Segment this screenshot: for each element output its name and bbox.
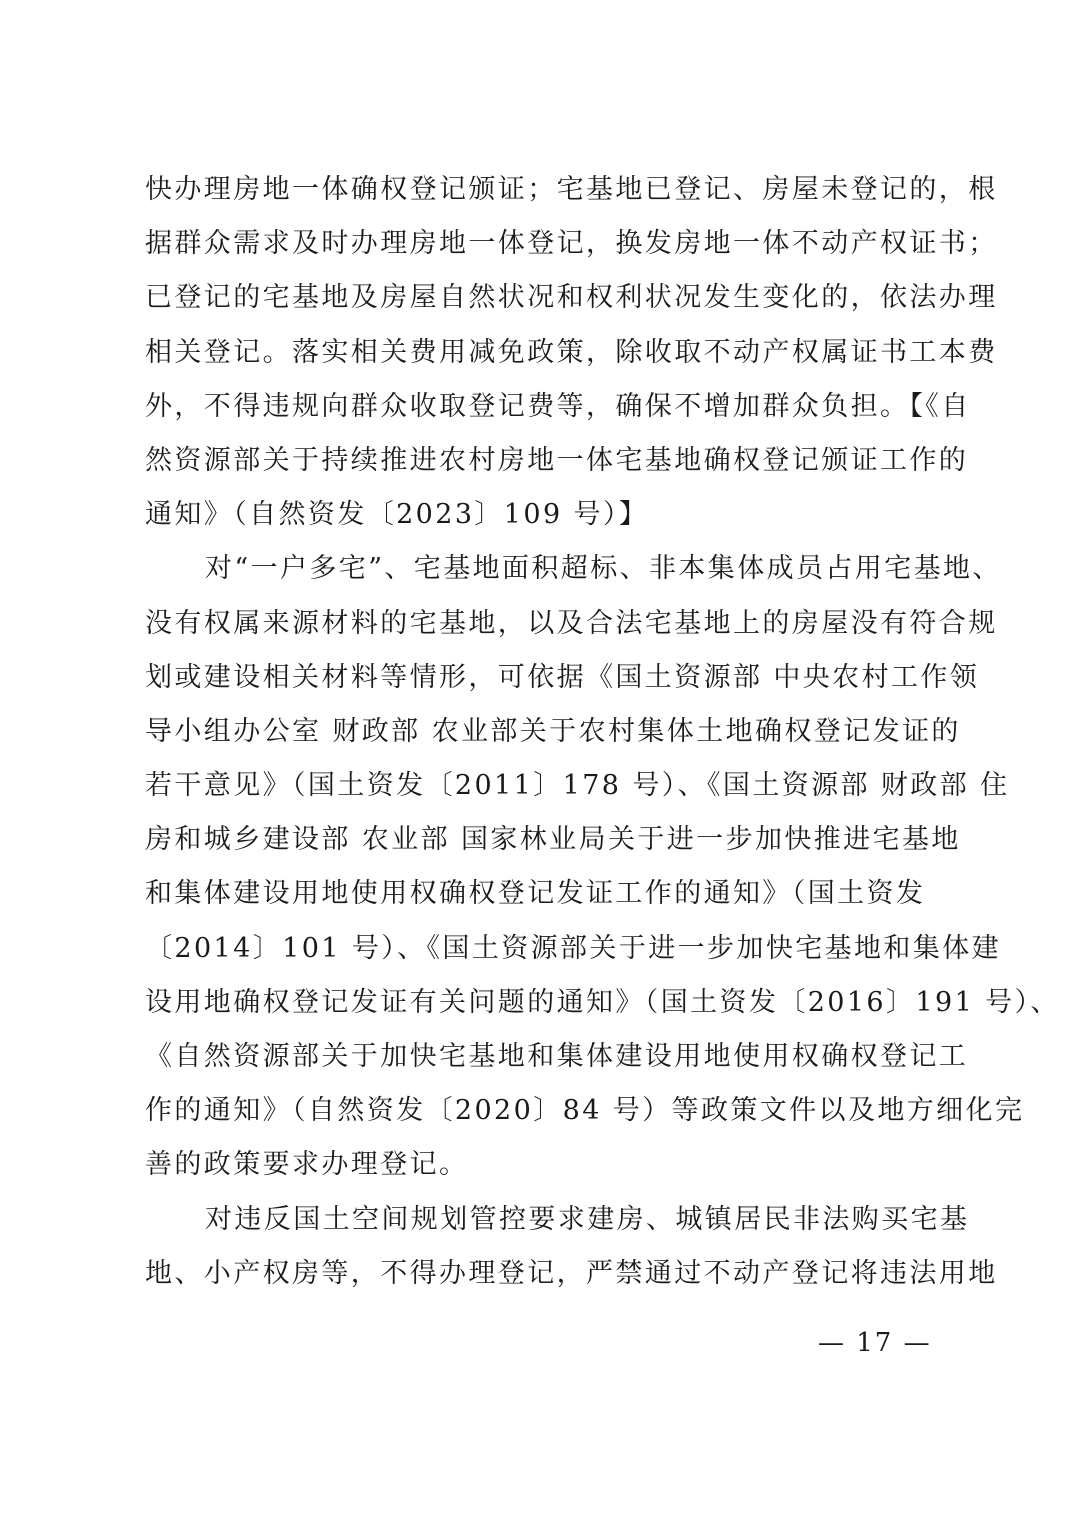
text-line: 导小组办公室 财政部 农业部关于农村集体土地确权登记发证的 [145, 715, 961, 747]
text-line: 相关登记。落实相关费用减免政策，除收取不动产权属证书工本费 [145, 336, 998, 368]
text-line: 对“一户多宅”、宅基地面积超标、非本集体成员占用宅基地、 [205, 553, 1002, 585]
text-line: 和集体建设用地使用权确权登记发证工作的通知》（国土资发 [145, 878, 926, 910]
text-line: 〔2014〕101 号）、《国土资源部关于进一步加快宅基地和集体建 [145, 932, 1002, 964]
text-line: 对违反国土空间规划管控要求建房、城镇居民非法购买宅基 [205, 1203, 970, 1235]
text-line: 通知》（自然资发〔2023〕109 号）】 [145, 499, 649, 531]
text-line: 然资源部关于持续推进农村房地一体宅基地确权登记颁证工作的 [145, 444, 969, 476]
text-line: 若干意见》（国土资发〔2011〕178 号）、《国土资源部 财政部 住 [145, 770, 1010, 802]
text-line: 据群众需求及时办理房地一体登记，换发房地一体不动产权证书； [145, 228, 998, 260]
body-text [145, 163, 1060, 1301]
text-line: 快办理房地一体确权登记颁证；宅基地已登记、房屋未登记的，根 [145, 174, 998, 205]
text-line: 《自然资源部关于加快宅基地和集体建设用地使用权确权登记工 [145, 1041, 969, 1072]
text-line: 没有权属来源材料的宅基地，以及合法宅基地上的房屋没有符合规 [145, 607, 998, 639]
page-number: — 17 — [818, 1328, 932, 1358]
text-line: 已登记的宅基地及房屋自然状况和权利状况发生变化的，依法办理 [145, 282, 998, 314]
text-line: 善的政策要求办理登记。 [145, 1149, 469, 1181]
text-line: 地、小产权房等，不得办理登记，严禁通过不动产登记将违法用地 [145, 1257, 998, 1289]
text-line: 划或建设相关材料等情形，可依据《国土资源部 中央农村工作领 [145, 661, 980, 693]
text-line: 外，不得违规向群众收取登记费等，确保不增加群众负担。【《自 [145, 390, 971, 422]
text-line: 设用地确权登记发证有关问题的通知》（国土资发〔2016〕191 号）、 [145, 986, 1060, 1018]
text-line: 作的通知》（自然资发〔2020〕84 号）等政策文件以及地方细化完 [145, 1095, 1025, 1127]
text-line: 房和城乡建设部 农业部 国家林业局关于进一步加快推进宅基地 [145, 824, 961, 856]
